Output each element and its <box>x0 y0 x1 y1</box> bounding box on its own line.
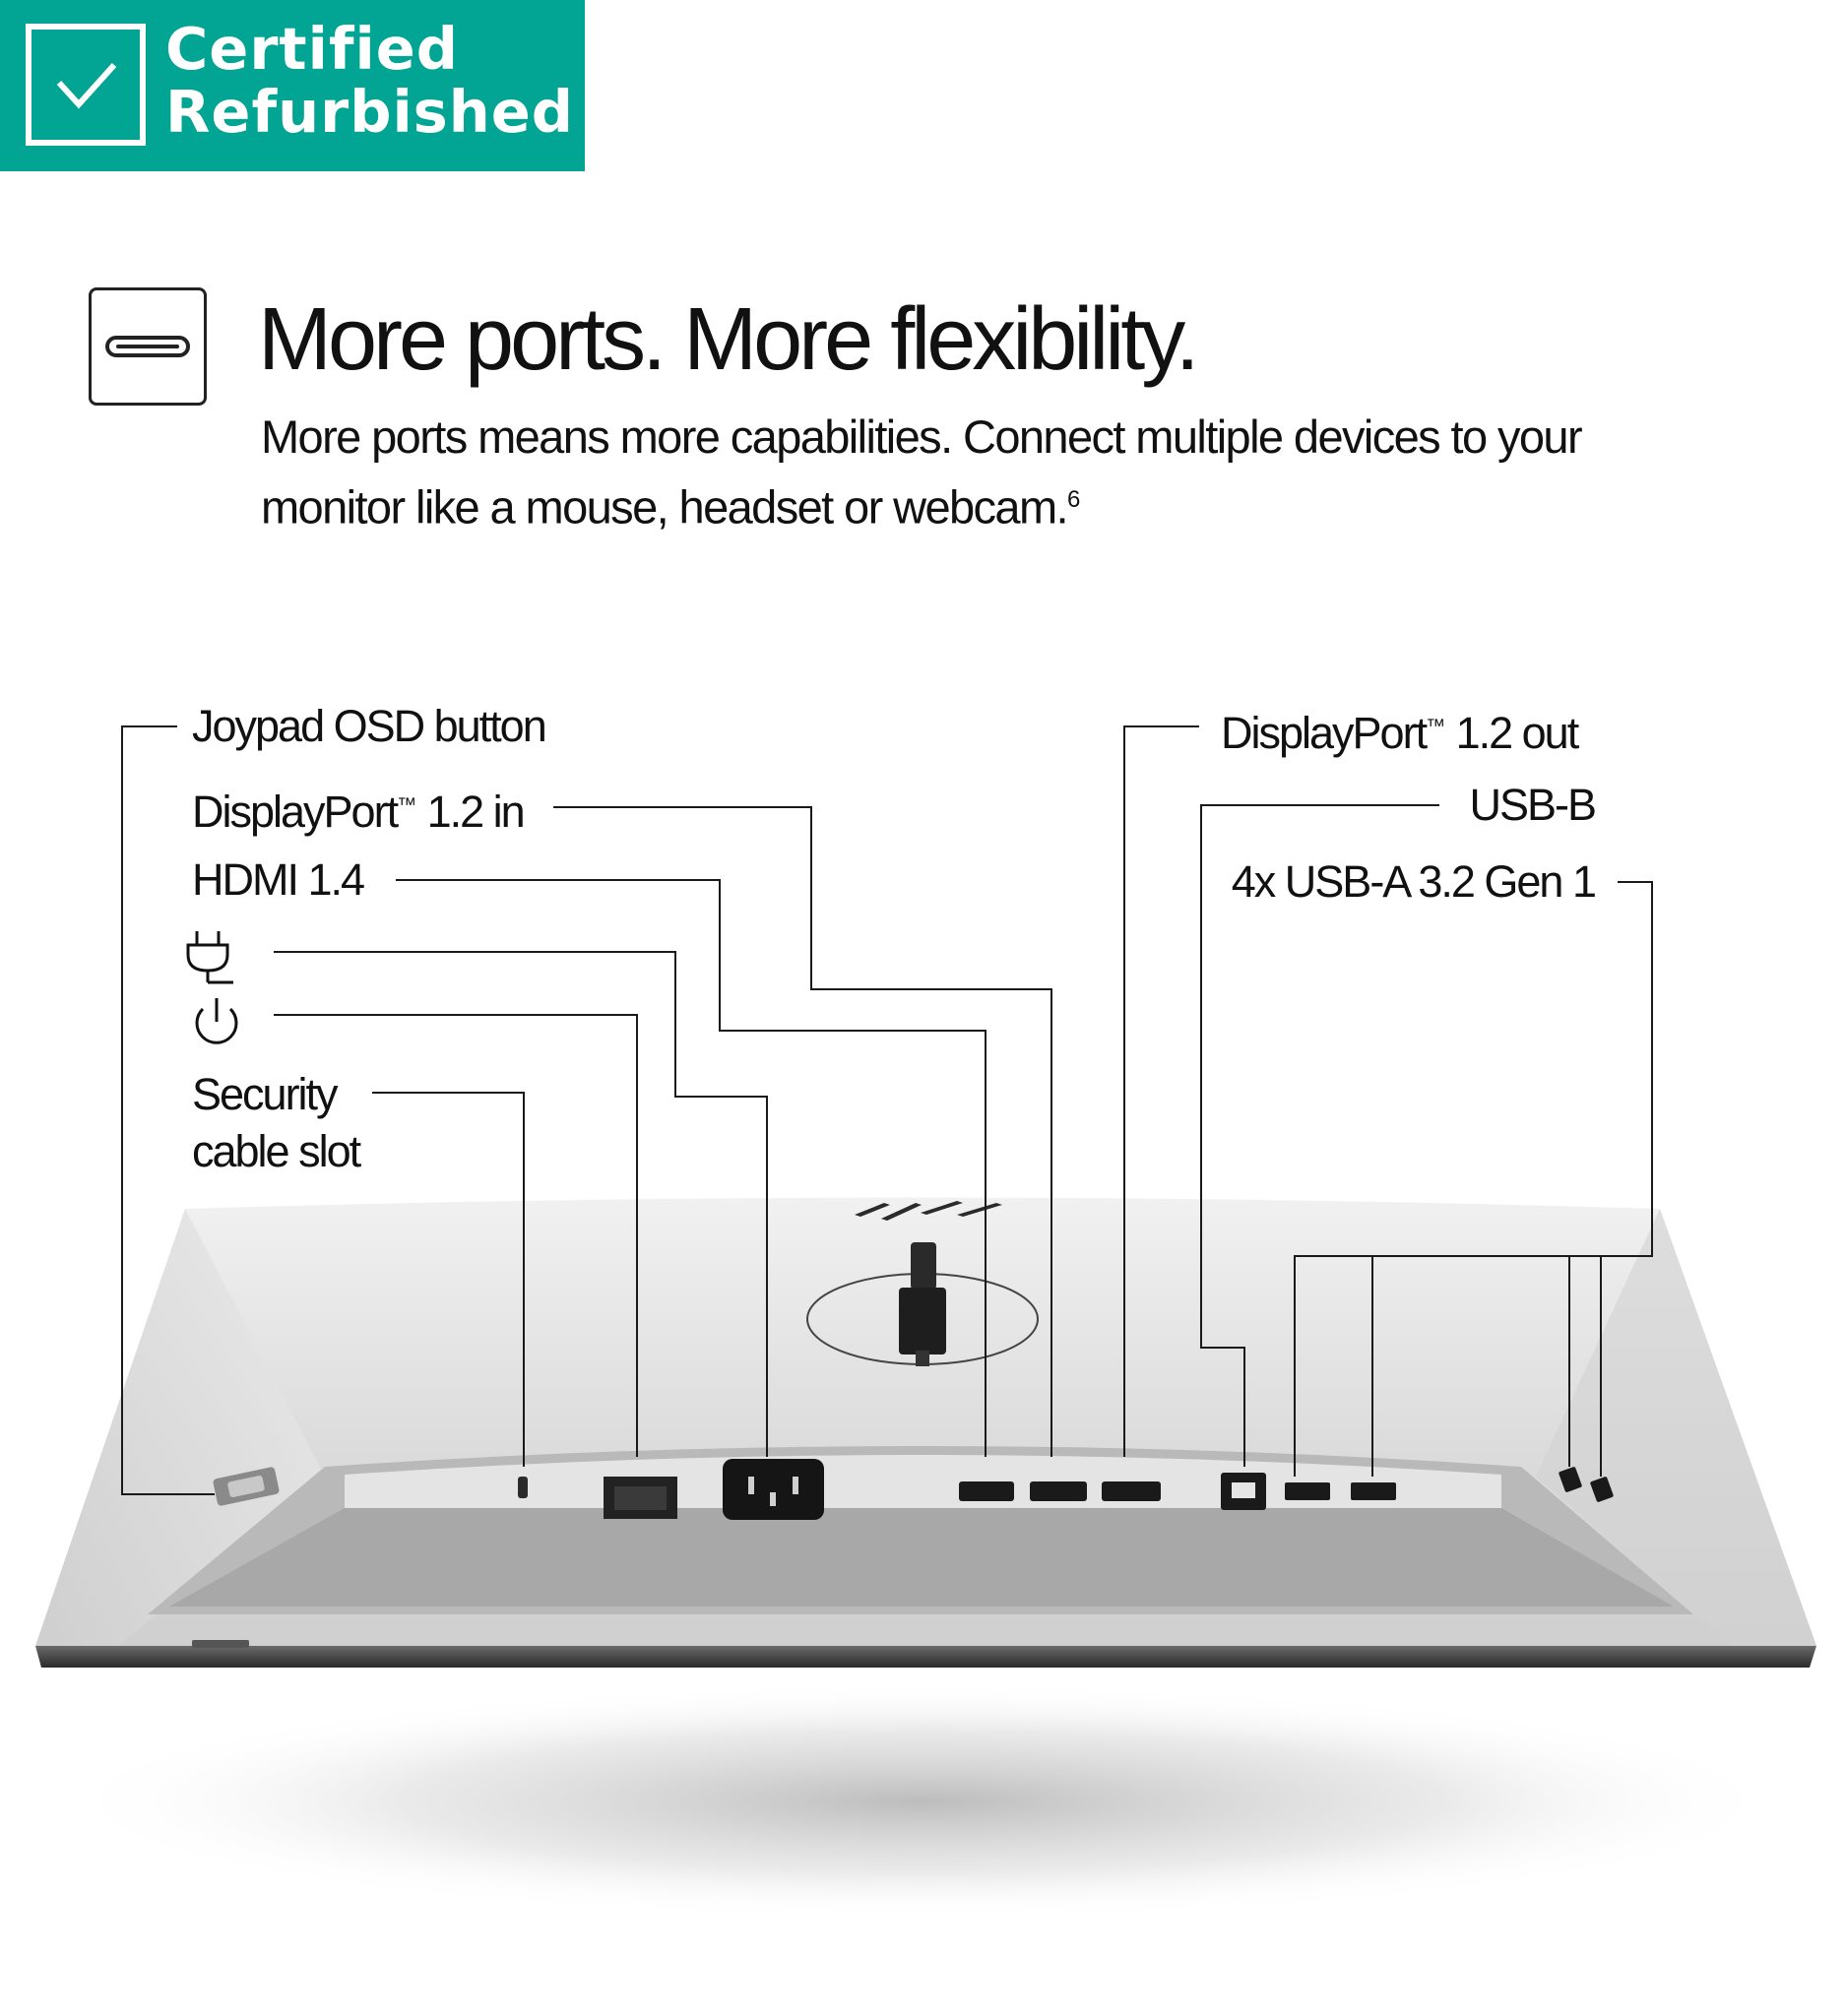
hdmi-port <box>959 1481 1014 1501</box>
dp-out-text: DisplayPort <box>1221 708 1427 758</box>
footnote-marker: 6 <box>1066 486 1081 513</box>
label-hdmi: HDMI 1.4 <box>192 854 364 905</box>
dp-in-text: DisplayPort <box>192 787 398 837</box>
dp-in-trademark: ™ <box>397 794 417 816</box>
security-line-2: cable slot <box>192 1126 360 1176</box>
floor-shadow <box>56 1683 1789 1920</box>
label-usb-a: 4x USB-A 3.2 Gen 1 <box>1231 856 1595 907</box>
security-line-1: Security <box>192 1069 337 1119</box>
ac-power-inlet <box>723 1459 824 1520</box>
dp-out-version: 1.2 out <box>1445 708 1578 758</box>
label-displayport-in <box>192 780 524 838</box>
label-security-cable-slot <box>192 1066 359 1180</box>
usb-a-port-1 <box>1285 1482 1330 1500</box>
page-title: More ports. More flexibility. <box>258 290 1196 389</box>
power-plug-icon <box>188 931 233 982</box>
usb-a-port-2 <box>1351 1482 1396 1500</box>
stand-mount <box>911 1242 936 1290</box>
badge-line-2: Refurbished <box>165 78 575 146</box>
dp-in-version: 1.2 in <box>416 787 524 837</box>
power-button-icon <box>197 998 236 1042</box>
label-joypad-osd-button: Joypad OSD button <box>192 701 545 751</box>
label-displayport-out <box>1221 701 1577 759</box>
displayport-in <box>1030 1481 1087 1501</box>
displayport-out <box>1102 1481 1161 1501</box>
dp-out-trademark: ™ <box>1426 716 1446 737</box>
badge-line-1: Certified <box>165 15 459 83</box>
security-cable-slot <box>518 1477 528 1498</box>
subtitle-text: More ports means more capabilities. Connect multiple devices to your monitor like a mouse, headset or webcam. <box>261 410 1582 534</box>
bottom-bezel <box>35 1646 1816 1668</box>
label-usb-b: USB-B <box>1469 780 1595 830</box>
